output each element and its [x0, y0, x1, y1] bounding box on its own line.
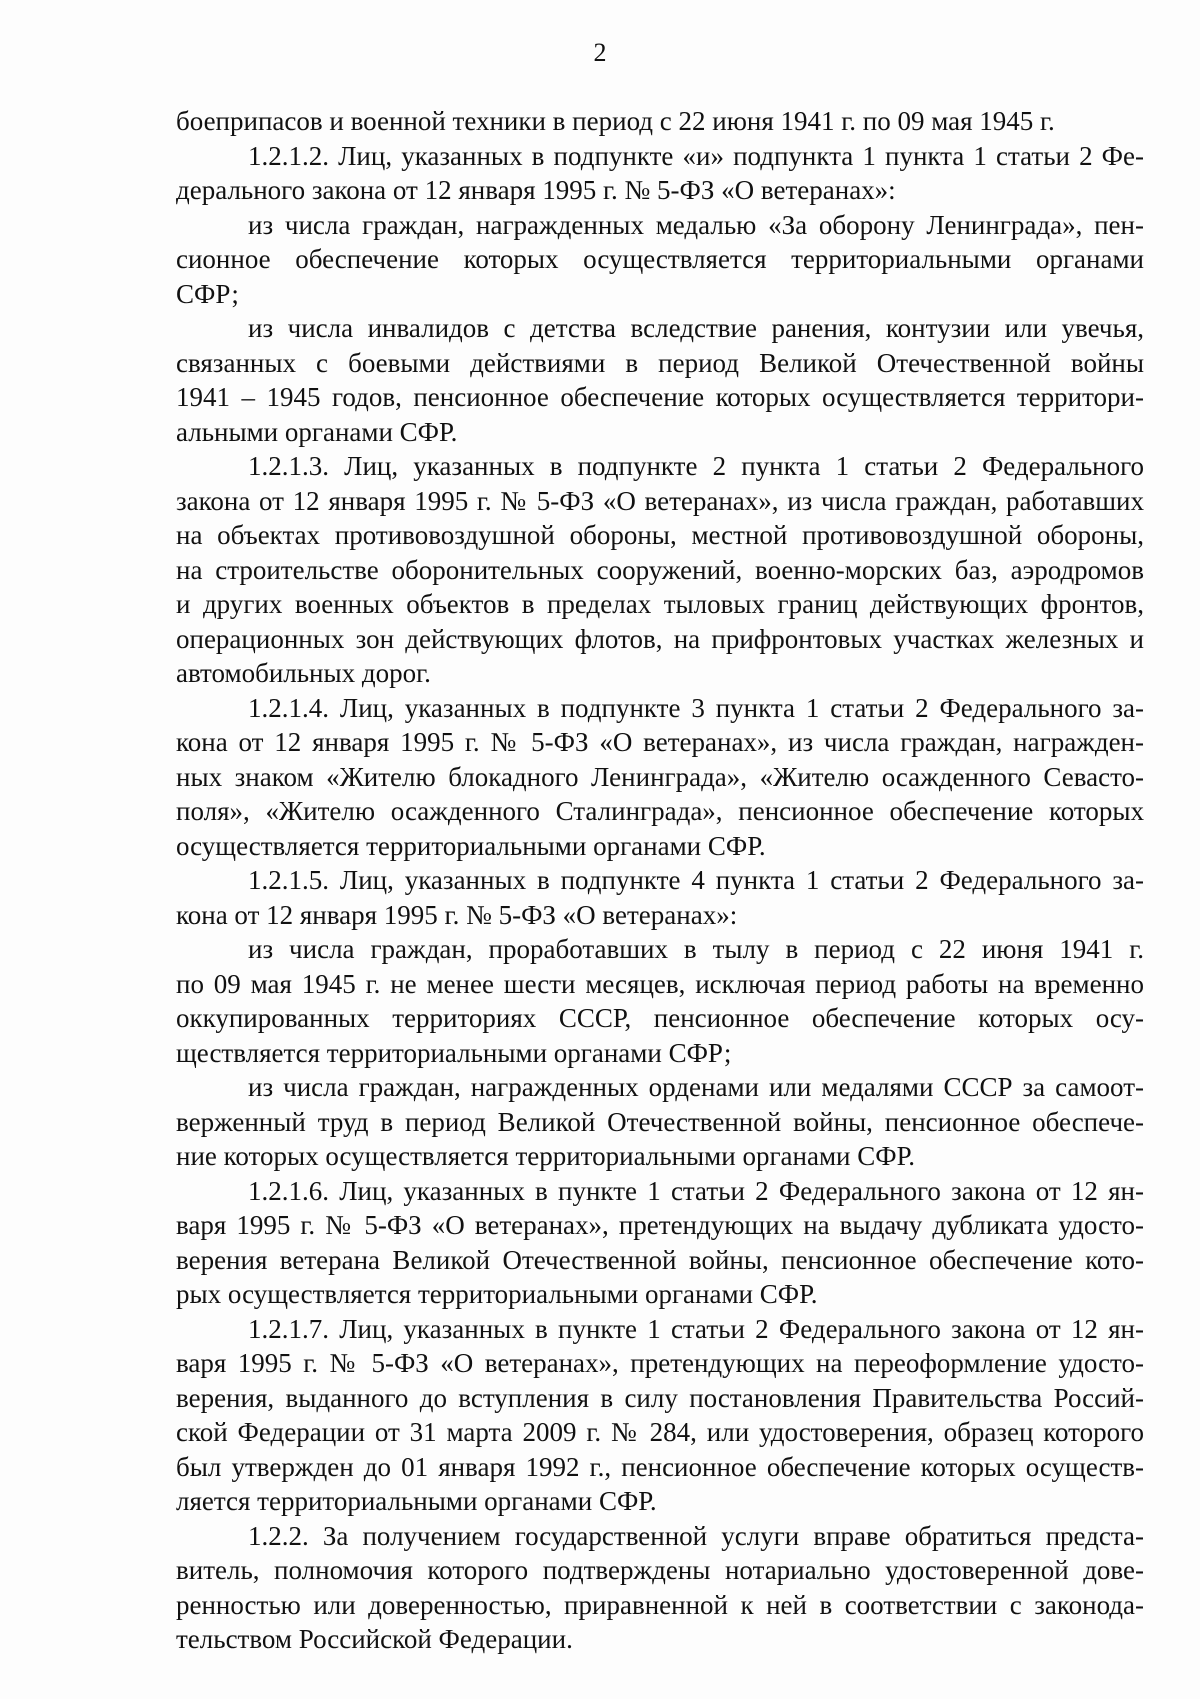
page-number: 2: [593, 38, 607, 67]
text-line: по 09 мая 1945 г. не менее шести месяцев, исключая период работы на временно: [176, 968, 1144, 999]
text-line: ренностью или доверенностью, приравненной к ней в соответствии с законода-: [176, 1589, 1144, 1620]
text-line: кона от 12 января 1995 г. № 5-ФЗ «О ветеранах»:: [176, 899, 738, 930]
text-line: дерального закона от 12 января 1995 г. № 5-ФЗ «О ветеранах»:: [176, 175, 896, 205]
text-line: ных знаком «Жителю блокадного Ленинграда», «Жителю осажденного Севасто-: [176, 761, 1144, 792]
text-line: из числа инвалидов с детства вследствие ранения, контузии или увечья,: [248, 313, 1144, 343]
text-line: автомобильных дорог.: [176, 658, 431, 688]
text-line: варя 1995 г. № 5-ФЗ «О ветеранах», претендующих на выдачу дубликата удосто-: [176, 1210, 1144, 1240]
text-line: на строительстве оборонительных сооружений, военно-морских баз, аэродромов: [176, 554, 1144, 585]
text-line: операционных зон действующих флотов, на прифронтовых участках железных и: [176, 623, 1144, 654]
text-line: варя 1995 г. № 5-ФЗ «О ветеранах», претендующих на переоформление удосто-: [176, 1348, 1144, 1378]
text-line: сионное обеспечение которых осуществляется территориальными органами: [176, 244, 1144, 274]
text-line: верженный труд в период Великой Отечественной войны, пенсионное обеспече-: [176, 1106, 1144, 1137]
text-line: 1.2.1.6. Лиц, указанных в пункте 1 статьи 2 Федерального закона от 12 ян-: [248, 1175, 1144, 1206]
text-line: верения, выданного до вступления в силу постановления Правительства Россий-: [176, 1382, 1144, 1413]
text-line: 1941 – 1945 годов, пенсионное обеспечение которых осуществляется территори-: [176, 382, 1144, 412]
text-line: связанных с боевыми действиями в период Великой Отечественной войны: [176, 347, 1144, 378]
text-line: из числа граждан, награжденных орденами или медалями СССР за самоот-: [248, 1072, 1144, 1102]
text-line: верения ветерана Великой Отечественной войны, пенсионное обеспечение кото-: [176, 1244, 1144, 1275]
text-line: осуществляется территориальными органами СФР.: [176, 830, 766, 861]
text-line: 1.2.2. За получением государственной услуги вправе обратиться предста-: [248, 1520, 1144, 1551]
text-line: ской Федерации от 31 марта 2009 г. № 284, или удостоверения, образец которого: [176, 1417, 1144, 1447]
text-line: 1.2.1.3. Лиц, указанных в подпункте 2 пункта 1 статьи 2 Федерального: [248, 451, 1144, 481]
text-line: из числа граждан, награжденных медалью «За оборону Ленинграда», пен-: [248, 209, 1144, 240]
text-line: 1.2.1.7. Лиц, указанных в пункте 1 статьи 2 Федерального закона от 12 ян-: [248, 1313, 1144, 1344]
text-line: 1.2.1.4. Лиц, указанных в подпункте 3 пункта 1 статьи 2 Федерального за-: [248, 692, 1144, 723]
text-line: и других военных объектов в пределах тыловых границ действующих фронтов,: [176, 589, 1144, 619]
text-line: 1.2.1.5. Лиц, указанных в подпункте 4 пункта 1 статьи 2 Федерального за-: [248, 865, 1144, 895]
text-line: был утвержден до 01 января 1992 г., пенсионное обеспечение которых осуществ-: [176, 1451, 1144, 1482]
text-line: оккупированных территориях СССР, пенсионное обеспечение которых осу-: [176, 1003, 1144, 1033]
text-line: из числа граждан, проработавших в тылу в период с 22 июня 1941 г.: [248, 934, 1144, 964]
text-line: поля», «Жителю осажденного Сталинграда», пенсионное обеспечение которых: [176, 796, 1144, 826]
text-line: боеприпасов и военной техники в период с 22 июня 1941 г. по 09 мая 1945 г.: [176, 106, 1055, 136]
document-body: [176, 104, 1144, 1657]
text-line: альными органами СФР.: [176, 416, 458, 447]
text-line: ляется территориальными органами СФР.: [176, 1486, 657, 1516]
text-line: СФР;: [176, 278, 239, 309]
text-line: кона от 12 января 1995 г. № 5-ФЗ «О ветеранах», из числа граждан, награжден-: [176, 727, 1144, 757]
text-line: на объектах противовоздушной обороны, местной противовоздушной обороны,: [176, 520, 1144, 550]
text-line: витель, полномочия которого подтверждены нотариально удостоверенной дове-: [176, 1555, 1144, 1585]
text-line: ние которых осуществляется территориальными органами СФР.: [176, 1141, 915, 1171]
text-line: рых осуществляется территориальными органами СФР.: [176, 1279, 818, 1309]
text-line: 1.2.1.2. Лиц, указанных в подпункте «и» подпункта 1 пункта 1 статьи 2 Фе-: [248, 140, 1144, 171]
text-line: ществляется территориальными органами СФР;: [176, 1037, 732, 1068]
text-line: закона от 12 января 1995 г. № 5-ФЗ «О ветеранах», из числа граждан, работавших: [176, 485, 1144, 516]
text-line: тельством Российской Федерации.: [176, 1624, 573, 1654]
